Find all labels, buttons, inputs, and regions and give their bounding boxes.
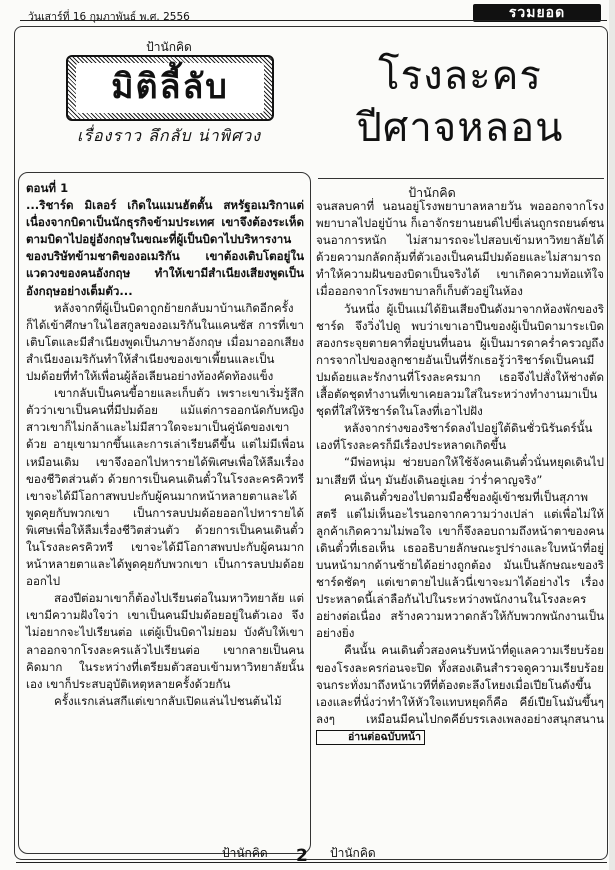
left-column-text <box>26 180 304 710</box>
page-header <box>6 4 609 24</box>
issue-date: วันเสาร์ที่ 16 กุมภาพันธ์ พ.ศ. 2556 <box>28 11 190 23</box>
page-number: 2 <box>296 846 308 866</box>
paragraph-text: คืนนั้น คนเดินตั๋วสองคนรับหน้าที่ดูแลความเรียบร้อยของโรงละครก่อนจะปิด ทั้งสองเดินสำรวจดูความเรียบร้อยจนกระทั่งมาถึงหน้าเวทีที่ต้องตะลึงโหยงเมื่อเปียโนดังขึ้นเองและที่นั่งว่าทำให้หัวใจแทบหยุดก็คือ คีย์เปียโนมันขึ้นๆ ลงๆ เหมือนมีคนไปกดคีย์บรรเลงเพลงอย่างสนุกสนาน <box>316 643 604 726</box>
column-author: ป้านักคิด <box>146 40 192 54</box>
paragraph <box>316 642 604 745</box>
right-column-text <box>316 198 604 745</box>
story-title-line1: โรงละคร <box>378 53 542 99</box>
paragraph: วันหนึ่ง ผู้เป็นแม่ได้ยินเสียงปืนดังมาจากห้องพักของริชาร์ด จึงวิ่งไปดู พบว่าเขาเอาปืนของผู้เป็นบิดามาระเบิดสองกระจุยตายคาที่อยู่บนที่นอน ผู้เป็นมารดาคร่ำครวญถึงการจากไปของลูกชายอันเป็นที่รักเธอรู้ว่าริชาร์ดเป็นคนมีปมด้อยและรักงานที่โรงละครมาก เธอจึงไปสั่งให้ช่างตัดเสื้อตัดชุดทำงานที่เขาเคยลวมใส่ในระหว่างทำงานมาเป็นชุดที่ใส่ให้ริชาร์ดในโลงที่เอาไปฝัง <box>316 301 604 419</box>
paragraph: สองปีต่อมาเขาก็ต้องไปเรียนต่อในมหาวิทยาลัย แต่เขามีความฝังใจว่า เขาเป็นคนมีปมด้อยอยู่ในตัวเอง จึงไม่อยากจะไปเรียนต่อ แต่ผู้เป็นบิดาไม่ยอม บังคับให้เขาลาออกจากโรงละครแล้วไปเรียนต่อ เขากลายเป็นคนคิดมาก ในระหว่างที่เตรียมตัวสอบเข้ามหาวิทยาลัยนั้นเอง เขาก็ประสบอุบัติเหตุหลายครั้งด้วยกัน <box>26 591 304 691</box>
quote-paragraph: “มีพ่อหนุ่ม ช่วยบอกให้ใช้จังคนเดินตั๋วนั่นหยุดเดินไปมาเสียที นั่นๆ มันยังเดินอยู่เลย ว่าร่ำคาญจริง” <box>316 455 604 487</box>
footer-divider <box>16 862 607 863</box>
newspaper-logo: รวมยอด <box>473 4 601 22</box>
footer-credit-right: ป้านักคิด <box>330 846 376 860</box>
paragraph: หลังจากที่ผู้เป็นบิดาถูกย้ายกลับมาบ้านเกิดอีกครั้งก็ได้เข้าศึกษาในไฮสกูลของอเมริกันในแคนซัส การที่เขาเติบโตและมีสำเนียงพูดเป็นภาษาอังกฤษ เมื่อมาออกเสียงสำเนียงอเมริกันทำให้สำเนียงของเขาเพี้ยนและเป็นปมด้อยที่ทำให้เพื่อนผู้ล้อเลียนอย่างท้องคัดท้องแข็ง <box>26 300 304 384</box>
story-title <box>330 50 590 154</box>
footer-credit-left: ป้านักคิด <box>222 846 268 860</box>
continued-next-issue-label: อ่านต่อฉบับหน้า <box>316 730 425 745</box>
column-subtitle: เรื่องราว ลึกลับ น่าพิศวง <box>76 126 262 145</box>
column-logo <box>40 38 298 158</box>
header-divider <box>20 20 607 21</box>
paragraph: เขากลับเป็นคนขี้อายและเก็บตัว เพราะเขาเริ่มรู้สึกตัวว่าเขาเป็นคนที่มีปมด้อย แม้แต่การออกนัดกับหญิงสาวเขาก็ไม่กล้าและไม่มีสาวใดจะมาเป็นคู่นัดของเขาด้วย อายุเขามากขึ้นและการเล่าเรียนดีขึ้น แต่ไม่มีเพื่อนเหมือนเดิม เขาจึงออกไปหารายได้พิเศษเพื่อให้ลืมเรื่องของชีวิตส่วนตัว ด้วยการเป็นคนเดินตั๋วในโรงละครคิวทรี เขาจะได้มีโอกาสพบปะกับผู้คนมากหน้าหลายตาและได้พูดคุยกับพวกเขา เป็นการลบปมด้อยออกไปหารายได้พิเศษเพื่อให้ลืมเรื่องชีวิตส่วนตัว ด้วยการเป็นคนเดินตั๋วในโรงละครคิวทรี เขาจะได้มีโอกาสพบปะกับผู้คนมากหน้าหลายตาและได้พูดคุยกับพวกเขา เป็นการลบปมด้อยออกไป <box>26 386 304 589</box>
story-title-line2: ปีศาจหลอน <box>356 105 564 151</box>
column-title: มิติลี้ลับ <box>76 63 264 113</box>
paragraph: จนสลบคาที่ นอนอยู่โรงพยาบาลหลายวัน พอออกจากโรงพยาบาลไปอยู่บ้าน ก็เอาจักรยานยนต์ไปขี่เล่นถูกรถยนต์ชนจนอาการหนัก ไม่สามารถจะไปสอบเข้ามหาวิทยาลัยได้ ด้วยความกลัดกลุ้มที่ตัวเองเป็นคนมีปมด้อยและไม่สามารถทำให้ความฝันของบิดาเป็นจริงได้ เขาเกิดความท้อแท้ใจเมื่อออกจากโรงพยาบาลก็เก็บตัวอยู่ในห้อง <box>316 199 604 299</box>
paragraph: หลังจากร่างของริชาร์ดลงไปอยู่ใต้ดินชั่วนิรันดร์นั้นเองที่โรงละครก็มีเรื่องประหลาดเกิดขึ้น <box>316 421 593 453</box>
title-divider <box>318 178 604 179</box>
column-title-frame <box>66 55 274 121</box>
intro-paragraph: ...ริชาร์ด มิเลอร์ เกิดในแมนฮัตตั้น สหรัฐอเมริกาแต่ เนื่องจากบิดาเป็นนักธุรกิจข้ามประเทศ เขาจึงต้องระเห็ดตามบิดาไปอยู่อังกฤษในขณะที่ผู้เป็นบิดาไปบริหารงานของบริษัทข้ามชาติของอเมริกัน เขาต้องเติบโตอยู่ในแวดวงของคนอังกฤษ ทำให้เขามีสำเนียงเสียงพูดเป็นอังกฤษอย่างเต็มตัว... <box>26 198 304 298</box>
paragraph: ครั้งแรกเล่นสกีแต่เขากลับเปิดแล่นไปชนต้นไม้ <box>54 693 282 708</box>
scan-edge <box>609 0 615 870</box>
episode-label: ตอนที่ 1 <box>26 181 69 195</box>
paragraph: คนเดินตั๋วของไปตามมือชี้ของผู้เข้าชมที่เป็นสุภาพสตรี แต่ไม่เห็นอะไรนอกจากความว่างเปล่า แต่เพื่อไม่ให้ลูกค้าเกิดความไม่พอใจ เขาก็จึงลอบถามถึงหน้าตาของคนเดินตั๋วที่เธอเห็น เธออธิบายลักษณะรูปร่างและใบหน้าที่อยู่บนหน้ามากด้านซ้ายได้อย่างถูกต้อง มันเป็นลักษณะของริชาร์ดชัดๆ แต่เขาตายไปแล้วนี่เขาจะมาได้อย่างไร เรื่องประหลาดนี้เล่าลือกันไปในระหว่างพนักงานในโรงละครอย่างต่อเนื่อง สร้างความหวาดกลัวให้กับพวกพนักงานเป็นอย่างยิ่ง <box>316 489 604 641</box>
story-author: ป้านักคิด <box>408 185 456 200</box>
